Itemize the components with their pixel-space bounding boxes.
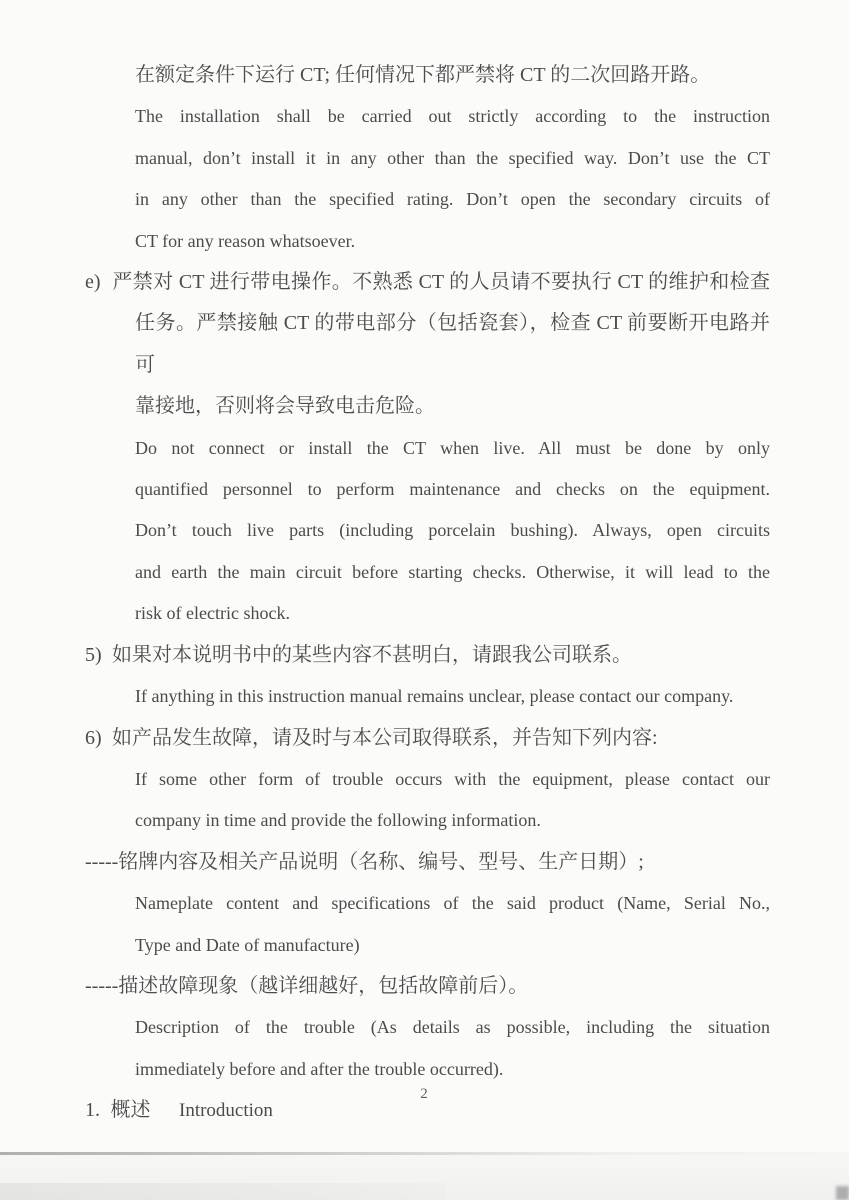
heading-title-cjk: 概述 <box>110 1099 151 1122</box>
text-line <box>85 552 770 593</box>
text-line <box>85 1049 770 1090</box>
scan-artifact-smudge <box>0 1183 445 1200</box>
line-text: Don’t touch live parts (including porcelain bushing). Always, open circuits <box>135 520 770 541</box>
line-text: CT for any reason whatsoever. <box>135 230 356 251</box>
line-text: 任务。严禁接触 CT 的带电部分（包括瓷套），检查 CT 前要断开电路并可 <box>135 312 770 376</box>
line-text: immediately before and after the trouble occurred). <box>135 1058 504 1079</box>
line-text: Do not connect or install the CT when live. All must be done by only <box>135 437 770 458</box>
heading-title-en: Introduction <box>179 1100 273 1122</box>
text-line <box>85 800 770 841</box>
list-marker: 6) <box>85 726 102 749</box>
text-line <box>85 96 770 137</box>
text-line <box>85 262 770 303</box>
page-body <box>85 55 770 1132</box>
line-text: manual, don’t install it in any other than the specified way. Don’t use the CT <box>135 147 770 168</box>
line-text: Nameplate content and specifications of the said product (Name, Serial No., <box>135 893 770 914</box>
text-line <box>85 676 770 717</box>
heading-number: 1. <box>85 1099 100 1122</box>
text-line <box>85 221 770 262</box>
line-text: The installation shall be carried out strictly according to the instruction <box>135 106 770 127</box>
text-line <box>85 842 770 883</box>
line-text: Type and Date of manufacture) <box>135 934 360 955</box>
text-line <box>85 925 770 966</box>
text-line <box>85 593 770 634</box>
text-line <box>85 759 770 800</box>
line-text: quantified personnel to perform maintenance and checks on the equipment. <box>135 479 770 500</box>
line-text: 在额定条件下运行 CT; 任何情况下都严禁将 CT 的二次回路开路。 <box>135 64 711 86</box>
page-number: 2 <box>420 1086 429 1102</box>
line-text: -----铭牌内容及相关产品说明（名称、编号、型号、生产日期）; <box>85 850 644 873</box>
line-text: and earth the main circuit before starting checks. Otherwise, it will lead to the <box>135 561 770 582</box>
text-line <box>85 635 770 676</box>
text-line <box>85 428 770 469</box>
scan-artifact-corner <box>836 1186 849 1200</box>
line-text: in any other than the specified rating. Don’t open the secondary circuits of <box>135 189 770 210</box>
line-text: 靠接地，否则将会导致电击危险。 <box>135 395 435 418</box>
text-line <box>85 718 770 759</box>
text-line <box>85 55 770 96</box>
text-line <box>85 966 770 1007</box>
text-line <box>85 179 770 220</box>
line-text: If some other form of trouble occurs with the equipment, please contact our <box>135 768 770 789</box>
text-lines <box>85 55 770 1090</box>
line-text: 如果对本说明书中的某些内容不甚明白，请跟我公司联系。 <box>112 643 632 666</box>
line-text: If anything in this instruction manual remains unclear, please contact our company. <box>135 686 734 707</box>
text-line <box>85 510 770 551</box>
line-text: 严禁对 CT 进行带电操作。不熟悉 CT 的人员请不要执行 CT 的维护和检查 <box>112 271 770 294</box>
line-text: company in time and provide the following information. <box>135 810 541 831</box>
list-marker: 5) <box>85 643 102 666</box>
text-line <box>85 883 770 924</box>
text-line <box>85 386 770 427</box>
list-marker: e) <box>85 271 101 294</box>
text-line <box>85 303 770 386</box>
line-text: 如产品发生故障，请及时与本公司取得联系，并告知下列内容: <box>112 726 658 749</box>
text-line <box>85 1007 770 1048</box>
line-text: Description of the trouble (As details as possible, including the situation <box>135 1017 770 1038</box>
line-text: -----描述故障现象（越详细越好，包括故障前后）。 <box>85 974 529 997</box>
text-line <box>85 138 770 179</box>
text-line <box>85 469 770 510</box>
line-text: risk of electric shock. <box>135 603 290 624</box>
